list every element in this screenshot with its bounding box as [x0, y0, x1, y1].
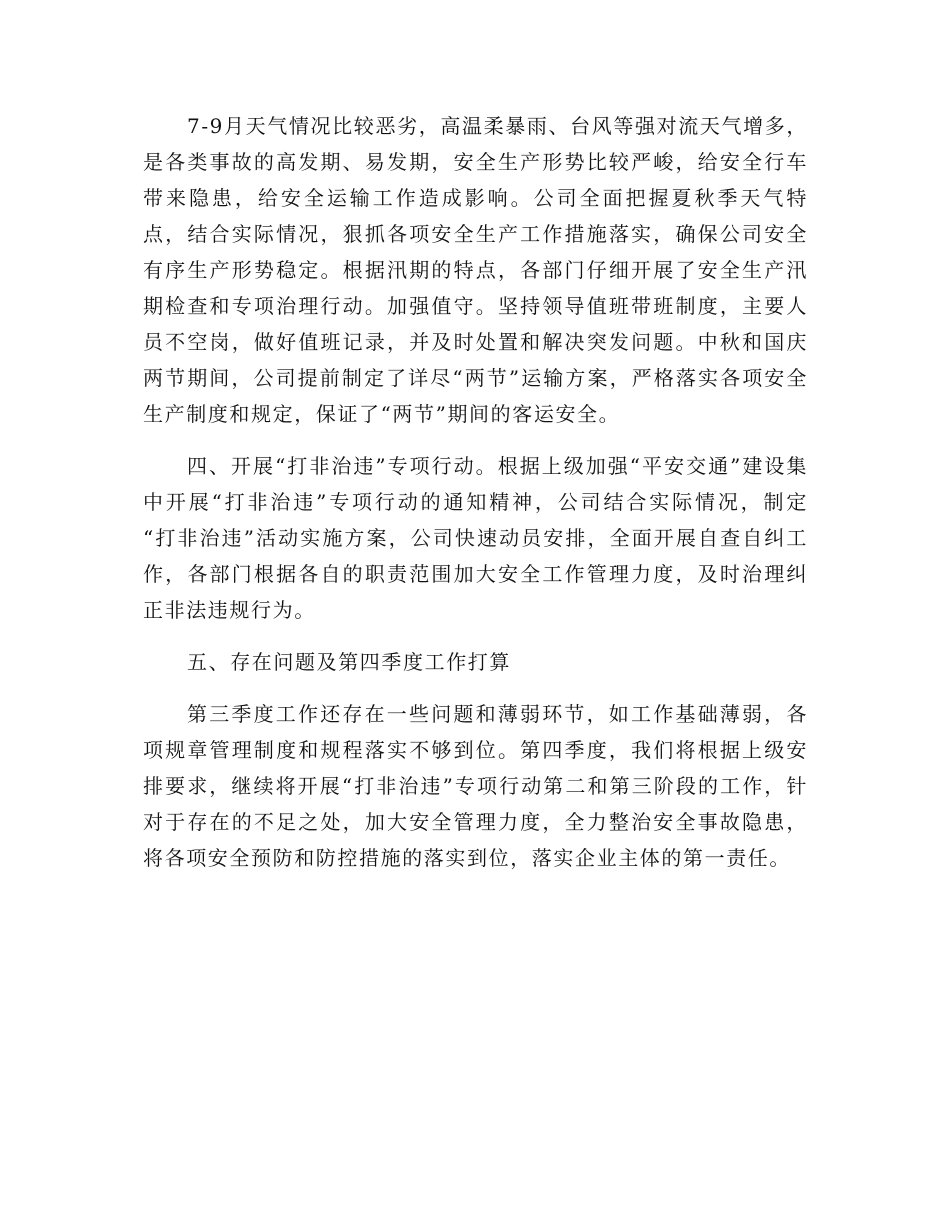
- paragraph-summer-safety: 7-9月天气情况比较恶劣，高温柔暴雨、台风等强对流天气增多，是各类事故的高发期、易发期，安全生产形势比较严峻，给安全行车带来隐患，给安全运输工作造成影响。公司全面把握夏秋季天气特点，结合实际情况，狠抓各项安全生产工作措施落实，确保公司安全有序生产形势稳定。根据汛期的特点，各部门仔细开展了安全生产汛期检查和专项治理行动。加强值守。坚持领导值班带班制度，主要人员不空岗，做好值班记录，并及时处置和解决突发问题。中秋和国庆两节期间，公司提前制定了详尽“两节”运输方案，严格落实各项安全生产制度和规定，保证了“两节”期间的客运安全。: [143, 114, 808, 426]
- paragraph-special-action: 四、开展“打非治违”专项行动。根据上级加强“平安交通”建设集中开展“打非治违”专项行动的通知精神，公司结合实际情况，制定 “打非治违”活动实施方案，公司快速动员安排，全面开展自查自纠工作，各部门根据各自的职责范围加大安全工作管理力度，及时治理纠正非法违规行为。: [143, 454, 808, 622]
- paragraph-q4-plan: 第三季度工作还存在一些问题和薄弱环节，如工作基础薄弱，各项规章管理制度和规程落实不够到位。第四季度，我们将根据上级安排要求，继续将开展“打非治违”专项行动第二和第三阶段的工作，针对于存在的不足之处，加大安全管理力度，全力整治安全事故隐患，将各项安全预防和防控措施的落实到位，落实企业主体的第一责任。: [143, 702, 808, 870]
- document-body: [143, 108, 808, 892]
- section-heading-problems-plans: 五、存在问题及第四季度工作打算: [187, 650, 511, 674]
